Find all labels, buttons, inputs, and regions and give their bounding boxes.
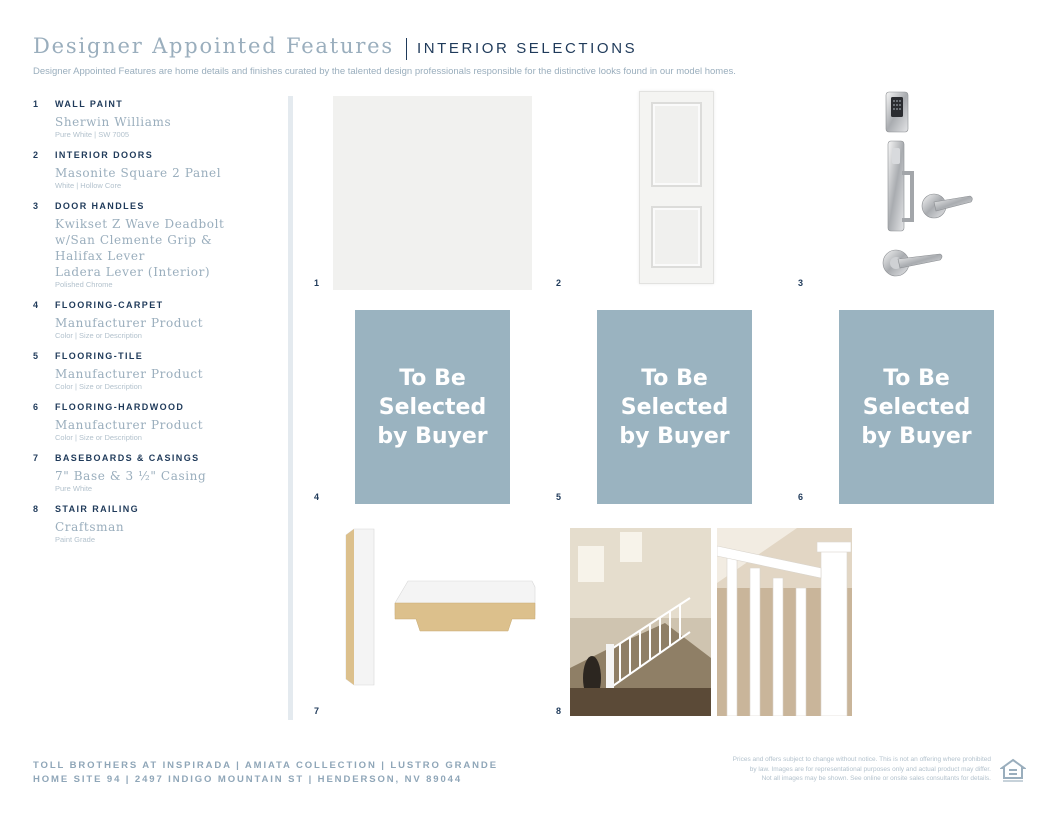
door-upper-panel <box>651 102 702 187</box>
item-number-6: 6 <box>798 492 804 502</box>
column-divider <box>288 96 293 720</box>
spec-product: Manufacturer Product <box>55 316 204 330</box>
spec-flooring-tile <box>33 350 278 392</box>
spec-product-line: Kwikset Z Wave Deadbolt <box>55 217 225 231</box>
legal-disclaimer <box>671 755 991 784</box>
community-line: TOLL BROTHERS AT INSPIRADA | AMIATA COLLECTION | LUSTRO GRANDE <box>33 760 498 771</box>
item-number-4: 4 <box>314 492 320 502</box>
spec-category: INTERIOR DOORS <box>55 150 154 160</box>
disclaimer-line: by law. Images are for representational purposes only and actual product may differ. <box>749 765 991 773</box>
spec-product: Masonite Square 2 Panel <box>55 166 222 180</box>
item-number-5: 5 <box>556 492 562 502</box>
spec-detail: Color | Size or Description <box>55 433 142 442</box>
item-number-8: 8 <box>556 706 562 716</box>
stair-railing-photo <box>717 528 852 716</box>
spec-detail: Polished Chrome <box>55 280 113 289</box>
item-number-7: 7 <box>314 706 320 716</box>
spec-product-line: Halifax Lever <box>55 249 145 263</box>
spec-detail: Pure White <box>55 484 93 493</box>
spec-category: BASEBOARDS & CASINGS <box>55 453 200 463</box>
spec-detail: Color | Size or Description <box>55 382 142 391</box>
spec-product: Sherwin Williams <box>55 115 172 129</box>
title-main: Designer Appointed Features <box>33 34 394 58</box>
tile-placeholder <box>597 310 752 504</box>
door-lower-panel <box>651 206 702 268</box>
spec-category: WALL PAINT <box>55 99 124 109</box>
placeholder-line: by Buyer <box>619 423 730 449</box>
equal-housing-opportunity-icon <box>1000 758 1026 784</box>
spec-stair-railing <box>33 503 278 545</box>
spec-number: 8 <box>33 504 40 514</box>
spec-wall-paint <box>33 98 278 140</box>
spec-number: 1 <box>33 99 40 109</box>
disclaimer-line: Prices and offers subject to change without notice. This is not an offering where prohibited <box>732 756 991 763</box>
spec-product: Manufacturer Product <box>55 418 204 432</box>
spec-number: 2 <box>33 150 40 160</box>
placeholder-line: by Buyer <box>377 423 488 449</box>
item-number-1: 1 <box>314 278 320 288</box>
disclaimer-line: Not all images may be shown. See online or onsite sales consultants for details. <box>761 775 991 782</box>
carpet-placeholder <box>355 310 510 504</box>
spec-detail: Pure White | SW 7005 <box>55 130 130 139</box>
selections-list <box>33 98 278 554</box>
page-description: Designer Appointed Features are home details and finishes curated by the talented design professionals responsible for the distinctive looks found in our model homes. <box>33 66 736 77</box>
spec-flooring-hardwood <box>33 401 278 443</box>
interior-door-image <box>639 91 714 284</box>
spec-category: DOOR HANDLES <box>55 201 145 211</box>
spec-category: FLOORING-HARDWOOD <box>55 402 185 412</box>
spec-product <box>55 216 278 280</box>
spec-product: 7" Base & 3 ½" Casing <box>55 469 207 483</box>
placeholder-line: To Be <box>641 365 708 391</box>
door-handles-image <box>872 88 982 283</box>
placeholder-line: Selected <box>862 394 971 420</box>
spec-category: FLOORING-TILE <box>55 351 144 361</box>
placeholder-line: Selected <box>620 394 729 420</box>
spec-product: Craftsman <box>55 520 125 534</box>
spec-category: STAIR RAILING <box>55 504 140 514</box>
placeholder-line: by Buyer <box>861 423 972 449</box>
page-title <box>33 34 637 64</box>
spec-product-line: w/San Clemente Grip & <box>55 233 213 247</box>
item-number-2: 2 <box>556 278 562 288</box>
spec-detail: White | Hollow Core <box>55 181 122 190</box>
title-divider <box>406 38 407 60</box>
spec-number: 5 <box>33 351 40 361</box>
title-subtitle: INTERIOR SELECTIONS <box>416 40 638 57</box>
spec-category: FLOORING-CARPET <box>55 300 164 310</box>
address-line: HOME SITE 94 | 2497 INDIGO MOUNTAIN ST | HENDERSON, NV 89044 <box>33 774 463 785</box>
spec-detail: Paint Grade <box>55 535 96 544</box>
spec-number: 4 <box>33 300 40 310</box>
placeholder-line: To Be <box>399 365 466 391</box>
spec-number: 3 <box>33 201 40 211</box>
spec-baseboards-casings <box>33 452 278 494</box>
spec-flooring-carpet <box>33 299 278 341</box>
spec-product: Manufacturer Product <box>55 367 204 381</box>
baseboard-casing-image <box>340 525 540 690</box>
item-number-3: 3 <box>798 278 804 288</box>
community-address <box>33 759 498 787</box>
hardwood-placeholder <box>839 310 994 504</box>
spec-product-line: Ladera Lever (Interior) <box>55 265 211 279</box>
placeholder-line: To Be <box>883 365 950 391</box>
spec-interior-doors <box>33 149 278 191</box>
spec-door-handles <box>33 200 278 290</box>
placeholder-line: Selected <box>378 394 487 420</box>
spec-number: 7 <box>33 453 40 463</box>
spec-detail: Color | Size or Description <box>55 331 142 340</box>
spec-number: 6 <box>33 402 40 412</box>
staircase-photo <box>570 528 711 716</box>
wall-paint-swatch <box>333 96 532 290</box>
